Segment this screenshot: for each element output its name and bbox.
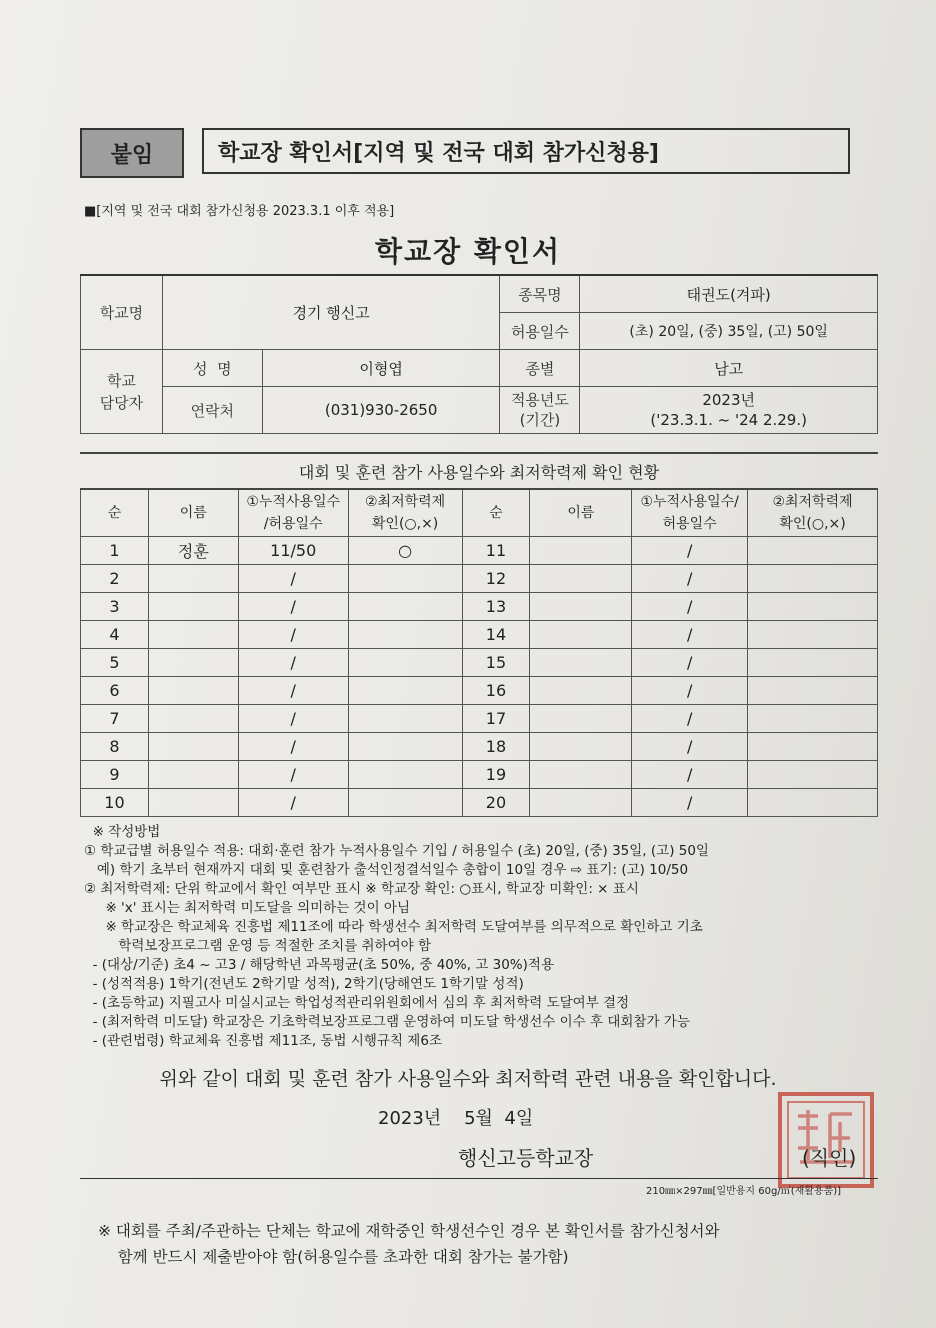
year-label: 적용년도 (기간) [500, 387, 580, 434]
cell-name [148, 761, 238, 789]
cell-name [530, 593, 632, 621]
cell-check [348, 705, 462, 733]
cell-check [348, 677, 462, 705]
cell-no: 7 [81, 705, 149, 733]
cell-name [530, 621, 632, 649]
header-title: 학교장 확인서[지역 및 전국 대회 참가신청용] [202, 128, 850, 174]
submission-footnote: ※ 대회를 주최/주관하는 단체는 학교에 재학중인 학생선수인 경우 본 확인서를 참가신청서와 함께 반드시 제출받아야 함(허용일수를 초과한 대회 참가는 불가함) [98, 1222, 720, 1266]
table-row [81, 593, 878, 621]
cell-check [748, 649, 878, 677]
cell-no: 14 [462, 621, 530, 649]
cell-no: 19 [462, 761, 530, 789]
note-line: 예) 학기 초부터 현재까지 대회 및 훈련참가 출석인정결석일수 총합이 10일 경우 ⇨ 표기: (고) 10/50 [84, 862, 689, 878]
table-row [81, 565, 878, 593]
col-name-right: 이름 [530, 489, 632, 537]
signer-title: 행신고등학교장 [458, 1146, 594, 1170]
divider [80, 1178, 878, 1179]
cell-no: 1 [81, 537, 149, 565]
cell-days: / [632, 789, 748, 817]
col-no: 순 [81, 489, 149, 537]
apply-note: ■[지역 및 전국 대회 참가신청용 2023.3.1 이후 적용] [84, 204, 395, 219]
cell-check [748, 733, 878, 761]
issue-date: 2023년 5월 4일 [378, 1108, 534, 1129]
cell-no: 8 [81, 733, 149, 761]
cell-days: / [632, 733, 748, 761]
cell-check [748, 537, 878, 565]
cell-days: 11/50 [238, 537, 348, 565]
note-line: ② 최저학력제: 단위 학교에서 확인 여부만 표시 ※ 학교장 확인: ○표시, 학교장 미확인: × 표시 [84, 881, 639, 897]
col-check: ②최저학력제 확인(○,×) [348, 489, 462, 537]
cell-name [530, 565, 632, 593]
name-label: 성 명 [162, 350, 262, 387]
contact-label: 연락처 [162, 387, 262, 434]
cell-no: 11 [462, 537, 530, 565]
cell-days: / [238, 677, 348, 705]
cell-name [148, 649, 238, 677]
event-label: 종목명 [500, 275, 580, 313]
cell-no: 9 [81, 761, 149, 789]
cell-check [748, 789, 878, 817]
cell-no: 4 [81, 621, 149, 649]
cell-name [148, 705, 238, 733]
cell-no: 12 [462, 565, 530, 593]
note-line: ※ 학교장은 학교체육 진흥법 제11조에 따라 학생선수 최저학력 도달여부를 의무적으로 확인하고 기초 [84, 919, 703, 935]
contact-value: (031)930-2650 [262, 387, 500, 434]
note-line: - (성적적용) 1학기(전년도 2학기말 성적), 2학기(당해연도 1학기말 성적) [84, 976, 524, 992]
table-row [81, 761, 878, 789]
cell-days: / [632, 621, 748, 649]
table-row [81, 677, 878, 705]
official-seal-stamp [774, 1088, 878, 1192]
info-table [80, 274, 878, 434]
cell-name [530, 733, 632, 761]
type-value: 남고 [580, 350, 878, 387]
cell-days: / [632, 537, 748, 565]
cell-days: / [238, 733, 348, 761]
cell-check [348, 649, 462, 677]
cell-no: 5 [81, 649, 149, 677]
cell-days: / [238, 649, 348, 677]
cell-check [748, 761, 878, 789]
cell-days: / [238, 621, 348, 649]
usage-table [80, 488, 878, 817]
note-line: - (대상/기준) 초4 ~ 고3 / 해당학년 과목평균(초 50%, 중 40%, 고 30%)적용 [84, 957, 554, 973]
cell-name [530, 705, 632, 733]
table-row [81, 705, 878, 733]
days-value: (초) 20일, (중) 35일, (고) 50일 [580, 313, 878, 350]
paper-spec: 210㎜×297㎜[일반용지 60g/㎡(재활용품)] [646, 1186, 842, 1197]
event-value: 태권도(겨파) [580, 275, 878, 313]
cell-days: / [632, 705, 748, 733]
writing-instructions [84, 823, 884, 1051]
cell-name [530, 761, 632, 789]
table-row [81, 789, 878, 817]
note-line: - (관련법령) 학교체육 진흥법 제11조, 동법 시행규칙 제6조 [84, 1033, 442, 1049]
manager-label: 학교 담당자 [81, 350, 163, 434]
cell-no: 17 [462, 705, 530, 733]
note-line: ① 학교급별 허용일수 적용: 대회·훈련 참가 누적사용일수 기입 / 허용일수 (초) 20일, (중) 35일, (고) 50일 [84, 843, 709, 859]
col-days: ①누적사용일수 /허용일수 [238, 489, 348, 537]
cell-no: 2 [81, 565, 149, 593]
cell-no: 18 [462, 733, 530, 761]
cell-check [748, 565, 878, 593]
cell-days: / [632, 761, 748, 789]
cell-check [348, 621, 462, 649]
note-line: 학력보장프로그램 운영 등 적절한 조치를 취하여야 함 [84, 938, 431, 954]
cell-name [530, 649, 632, 677]
confirmation-statement: 위와 같이 대회 및 훈련 참가 사용일수와 최저학력 관련 내용을 확인합니다. [159, 1068, 777, 1090]
cell-no: 20 [462, 789, 530, 817]
cell-days: / [238, 593, 348, 621]
note-line: - (최저학력 미도달) 학교장은 기초학력보장프로그램 운영하여 미도달 학생선수 이수 후 대회참가 가능 [84, 1014, 690, 1030]
note-line: ※ 'x' 표시는 최저학력 미도달을 의미하는 것이 아님 [84, 900, 410, 916]
school-label: 학교명 [81, 275, 163, 350]
cell-no: 16 [462, 677, 530, 705]
table-row [81, 537, 878, 565]
cell-name: 정훈 [148, 537, 238, 565]
attachment-tag: 붙임 [80, 128, 184, 178]
document-title: 학교장 확인서 [374, 235, 562, 268]
cell-check [748, 593, 878, 621]
cell-check: ○ [348, 537, 462, 565]
cell-check [348, 789, 462, 817]
cell-days: / [238, 789, 348, 817]
cell-name [148, 733, 238, 761]
cell-name [530, 677, 632, 705]
cell-check [348, 733, 462, 761]
col-check-right: ②최저학력제 확인(○,×) [748, 489, 878, 537]
cell-no: 13 [462, 593, 530, 621]
table-row [81, 649, 878, 677]
cell-no: 15 [462, 649, 530, 677]
school-value: 경기 행신고 [162, 275, 500, 350]
cell-no: 10 [81, 789, 149, 817]
cell-check [348, 761, 462, 789]
table-row [81, 621, 878, 649]
col-days-right: ①누적사용일수/ 허용일수 [632, 489, 748, 537]
cell-check [748, 677, 878, 705]
year-value: 2023년 ('23.3.1. ~ '24 2.29.) [580, 387, 878, 434]
cell-check [348, 593, 462, 621]
col-name: 이름 [148, 489, 238, 537]
cell-name [530, 789, 632, 817]
cell-days: / [632, 593, 748, 621]
cell-days: / [238, 761, 348, 789]
cell-days: / [632, 565, 748, 593]
cell-name [148, 621, 238, 649]
seal-label: (직인) [802, 1146, 857, 1170]
cell-check [748, 705, 878, 733]
name-value: 이형엽 [262, 350, 500, 387]
cell-name [148, 565, 238, 593]
note-line: - (초등학교) 지필고사 미실시교는 학업성적관리위원회에서 심의 후 최저학력 도달여부 결정 [84, 995, 630, 1011]
cell-days: / [238, 705, 348, 733]
table-row [81, 733, 878, 761]
usage-table-header [81, 489, 878, 537]
cell-days: / [632, 649, 748, 677]
usage-section-title: 대회 및 훈련 참가 사용일수와 최저학력제 확인 현황 [80, 452, 878, 488]
cell-days: / [632, 677, 748, 705]
days-label: 허용일수 [500, 313, 580, 350]
cell-no: 3 [81, 593, 149, 621]
cell-days: / [238, 565, 348, 593]
note-line: ※ 작성방법 [84, 824, 161, 840]
cell-check [748, 621, 878, 649]
type-label: 종별 [500, 350, 580, 387]
col-no-right: 순 [462, 489, 530, 537]
cell-name [148, 593, 238, 621]
cell-check [348, 565, 462, 593]
cell-no: 6 [81, 677, 149, 705]
cell-name [530, 537, 632, 565]
cell-name [148, 789, 238, 817]
cell-name [148, 677, 238, 705]
